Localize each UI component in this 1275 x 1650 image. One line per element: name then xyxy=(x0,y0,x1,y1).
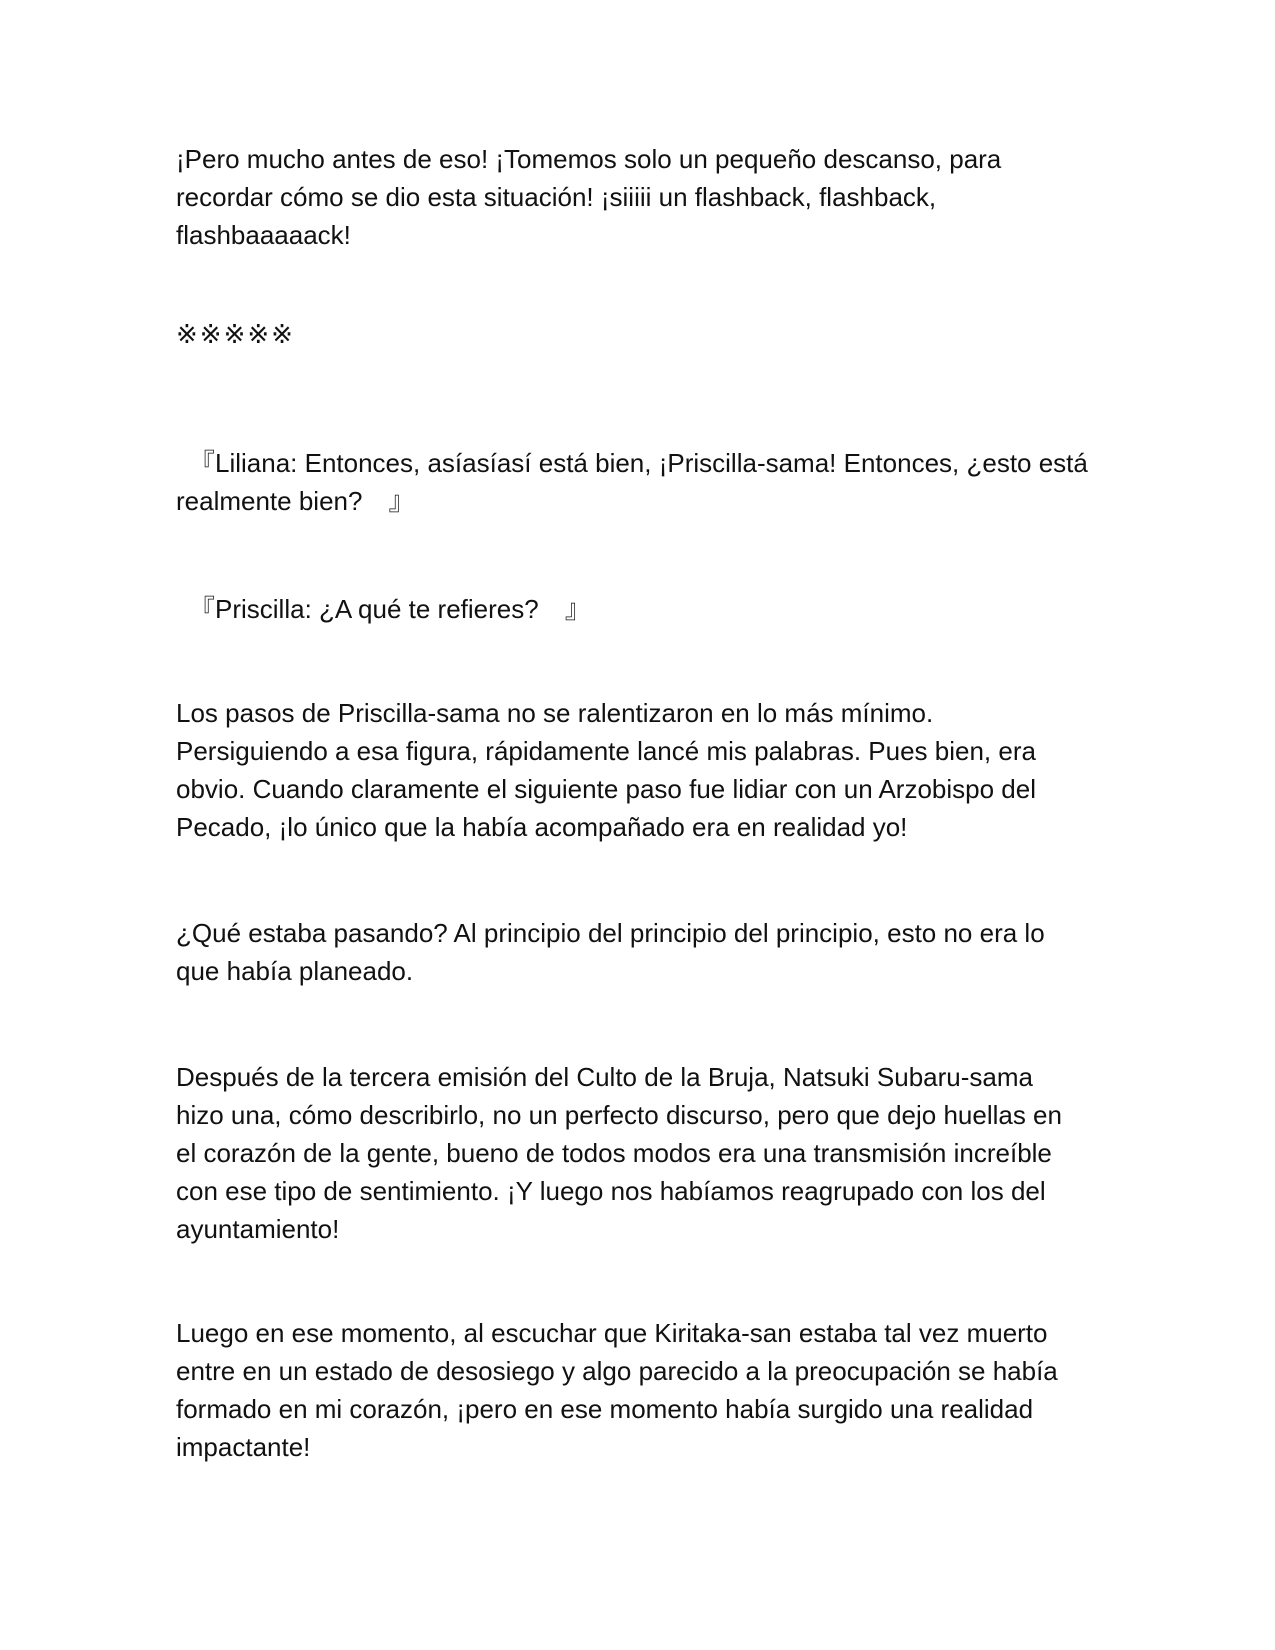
scene-separator: ※※※※※ xyxy=(176,320,295,350)
paragraph-broadcast: Después de la tercera emisión del Culto de la Bruja, Natsuki Subaru-sama hizo una, cómo describirlo, no un perfecto discurso, pero que dejo huellas en el corazón de la gente, bueno de todos modos era una transmisión increíble con ese tipo de sentimiento. ¡Y luego nos habíamos reagrupado con los del ayuntamiento! xyxy=(176,1062,1062,1244)
dialogue-priscilla: 『Priscilla: ¿A qué te refieres? 』 xyxy=(176,594,591,624)
dialogue-liliana: 『Liliana: Entonces, asíasíasí está bien, ¡Priscilla-sama! Entonces, ¿esto está realmente bien? 』 xyxy=(176,448,1088,516)
paragraph-footsteps: Los pasos de Priscilla-sama no se ralentizaron en lo más mínimo. Persiguiendo a esa figura, rápidamente lancé mis palabras. Pues bien, era obvio. Cuando claramente el siguiente paso fue lidiar con un Arzobispo del Pecado, ¡lo único que la había acompañado era en realidad yo! xyxy=(176,698,1036,842)
paragraph-question: ¿Qué estaba pasando? Al principio del principio del principio, esto no era lo que había planeado. xyxy=(176,918,1045,986)
paragraph-intro: ¡Pero mucho antes de eso! ¡Tomemos solo un pequeño descanso, para recordar cómo se dio esta situación! ¡siiiii un flashback, flashback, flashbaaaaack! xyxy=(176,144,1002,250)
paragraph-kiritaka: Luego en ese momento, al escuchar que Kiritaka-san estaba tal vez muerto entre en un estado de desosiego y algo parecido a la preocupación se había formado en mi corazón, ¡pero en ese momento había surgido una realidad impactante! xyxy=(176,1318,1058,1462)
